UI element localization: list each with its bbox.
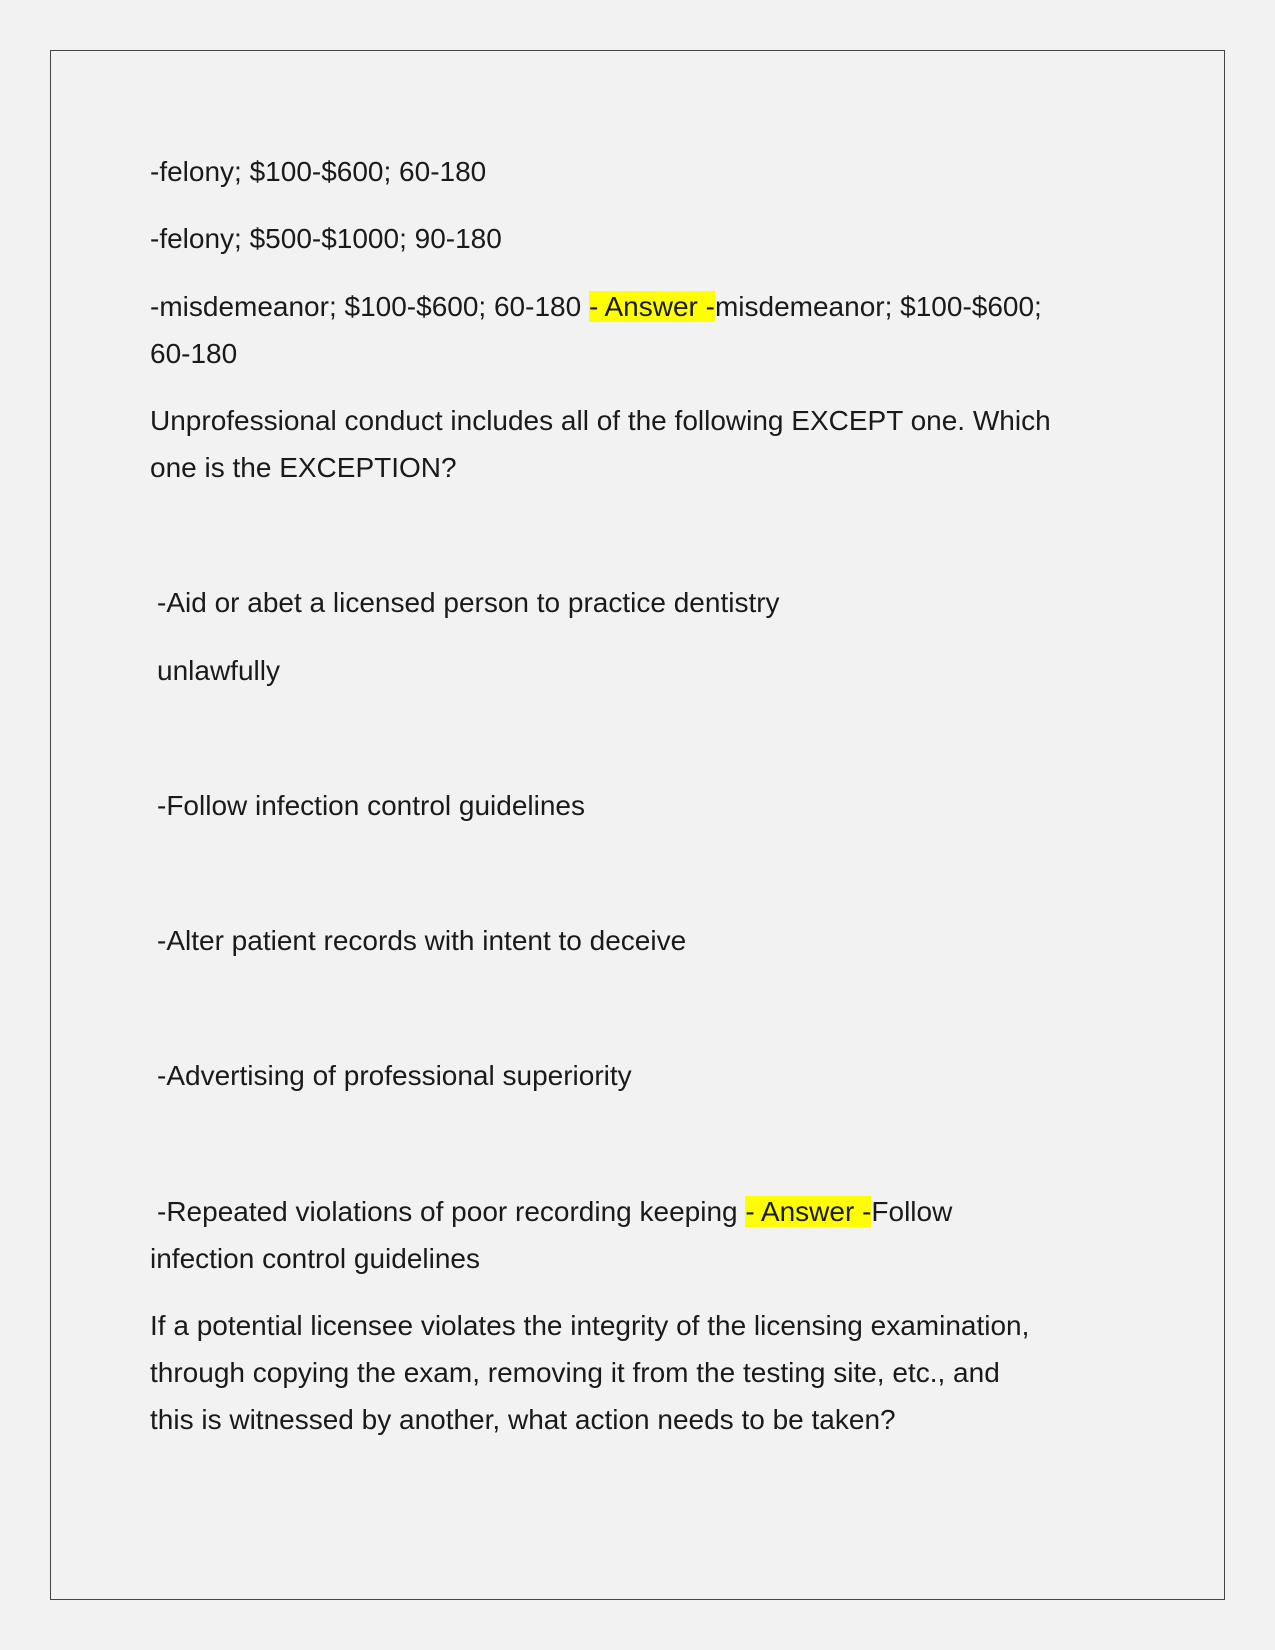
question-exam-integrity-continued: through copying the exam, removing it from the testing site, etc., and xyxy=(150,1357,1000,1388)
option-misdemeanor-with-answer xyxy=(150,283,1042,330)
question-unprofessional-conduct-continued: one is the EXCEPTION? xyxy=(150,452,457,483)
option-aid-or-abet: -Aid or abet a licensed person to practice dentistry xyxy=(157,587,780,618)
option-felony-500-1000: -felony; $500-$1000; 90-180 xyxy=(150,223,502,254)
answer-text-continued: infection control guidelines xyxy=(150,1243,480,1274)
answer-text: misdemeanor; $100-$600; xyxy=(714,291,1042,322)
answer-highlight: - Answer - xyxy=(745,1196,872,1227)
option-aid-or-abet-continued: unlawfully xyxy=(157,655,280,686)
question-exam-integrity-end: this is witnessed by another, what action needs to be taken? xyxy=(150,1404,896,1435)
question-exam-integrity: If a potential licensee violates the integrity of the licensing examination, xyxy=(150,1310,1030,1341)
option-text: -Repeated violations of poor recording keeping xyxy=(157,1196,746,1227)
answer-text: Follow xyxy=(871,1196,953,1227)
option-advertising: -Advertising of professional superiority xyxy=(157,1060,632,1091)
option-infection-control: -Follow infection control guidelines xyxy=(157,790,585,821)
option-repeated-violations-with-answer xyxy=(157,1188,952,1235)
option-felony-100-600: -felony; $100-$600; 60-180 xyxy=(150,156,487,187)
answer-text-continued: 60-180 xyxy=(150,338,238,369)
question-unprofessional-conduct: Unprofessional conduct includes all of the following EXCEPT one. Which xyxy=(150,405,1051,436)
option-alter-records: -Alter patient records with intent to deceive xyxy=(157,925,687,956)
option-text: -misdemeanor; $100-$600; 60-180 xyxy=(150,291,589,322)
answer-highlight: - Answer - xyxy=(588,291,715,322)
